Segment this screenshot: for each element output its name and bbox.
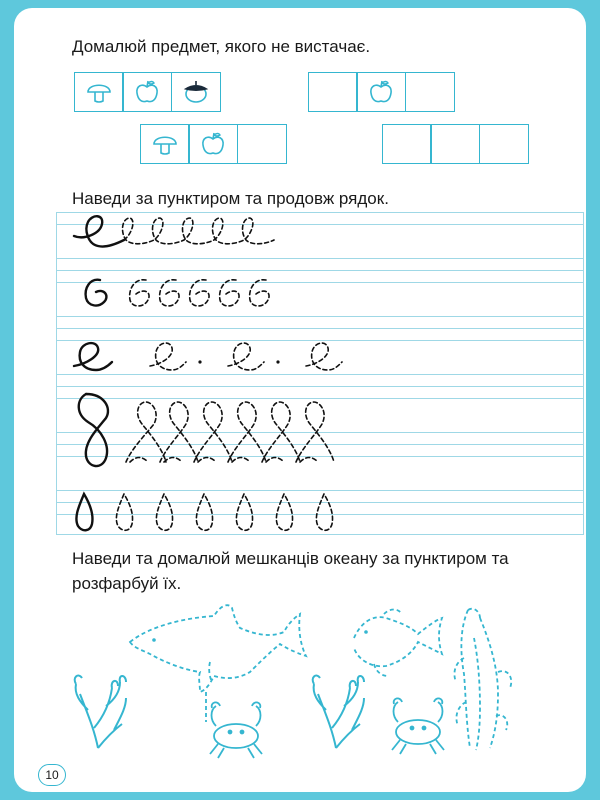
page-number: 10 (38, 764, 66, 786)
shark-outline-icon (130, 605, 306, 722)
worksheet-page (14, 8, 586, 792)
fish-outline-icon (354, 610, 442, 677)
coral-icon (75, 676, 126, 748)
trace-row-1 (74, 216, 274, 246)
crab-icon (210, 702, 262, 758)
task3-title-line2: розфарбуй їх. (72, 574, 182, 593)
ocean-creatures (14, 598, 586, 792)
trace-patterns (14, 8, 586, 548)
trace-row-2 (86, 280, 269, 306)
crab-icon (392, 698, 444, 754)
task2-title: Наведи за пунктиром та продовж рядок. (72, 189, 389, 208)
trace-row-5 (76, 494, 332, 530)
task1-title: Домалюй предмет, якого не вистачає. (72, 37, 371, 56)
trace-row-3 (74, 343, 342, 370)
task3-title-line1: Наведи та домалюй мешканців океану за пунктиром та (72, 549, 509, 568)
seaweed-outline-icon (454, 609, 511, 750)
coral-icon (313, 676, 364, 748)
trace-row-4 (79, 394, 334, 466)
